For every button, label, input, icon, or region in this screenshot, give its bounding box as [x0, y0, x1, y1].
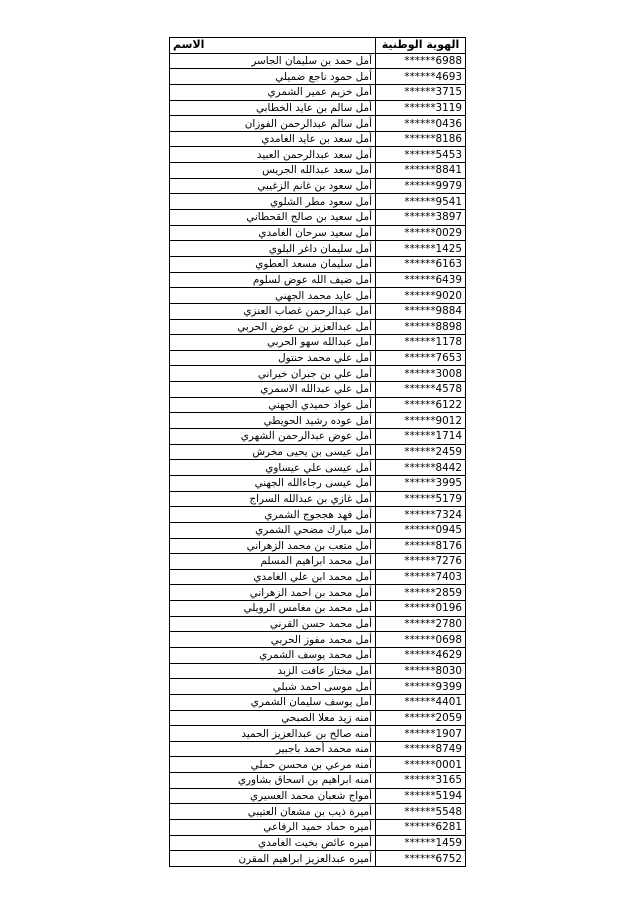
table-row — [170, 210, 466, 226]
table-row — [170, 757, 466, 773]
table-row — [170, 350, 466, 366]
name-cell: أمل سعود بن غانم الزغيبي — [170, 178, 376, 194]
table-row — [170, 569, 466, 585]
table-row — [170, 507, 466, 523]
name-cell: أمل علي محمد حنتول — [170, 350, 376, 366]
national-id-cell: ******8749 — [376, 741, 466, 757]
name-cell: أمل عبدالله سهو الحربي — [170, 335, 376, 351]
table-row — [170, 335, 466, 351]
name-cell: أمل عوده رشيد الحويطي — [170, 413, 376, 429]
national-id-cell: ******9541 — [376, 194, 466, 210]
national-id-cell: ******0196 — [376, 601, 466, 617]
national-id-cell: ******2780 — [376, 616, 466, 632]
table-row — [170, 554, 466, 570]
name-cell: أمل سعد بن عايد الغامدي — [170, 131, 376, 147]
name-cell: أمل عبدالرحمن غصاب العنزي — [170, 303, 376, 319]
national-id-cell: ******7403 — [376, 569, 466, 585]
table-row — [170, 319, 466, 335]
header-row — [170, 38, 466, 54]
table-row — [170, 726, 466, 742]
table-row — [170, 647, 466, 663]
name-cell: أمل حمود ناجع ضميلي — [170, 69, 376, 85]
name-cell: أميرة ذيب بن مشعان العتيبي — [170, 804, 376, 820]
name-cell: أمنه زيد معلا الصبحي — [170, 710, 376, 726]
table-row — [170, 303, 466, 319]
national-id-cell: ******3897 — [376, 210, 466, 226]
name-cell: أمل سعيد بن صالح القحطاني — [170, 210, 376, 226]
table-row — [170, 116, 466, 132]
table-row — [170, 788, 466, 804]
table-row — [170, 601, 466, 617]
name-cell: أمل محمد بن مغامس الرويلي — [170, 601, 376, 617]
national-id-cell: ******6122 — [376, 397, 466, 413]
name-cell: أمل محمد حسن القرني — [170, 616, 376, 632]
national-id-cell: ******1425 — [376, 241, 466, 257]
name-cell: أمل مختار عافت الزبد — [170, 663, 376, 679]
name-cell: أمل محمد يوسف الشمري — [170, 647, 376, 663]
table-row — [170, 225, 466, 241]
national-id-cell: ******2459 — [376, 444, 466, 460]
name-cell: أمل فهد هججوج الشمري — [170, 507, 376, 523]
national-id-cell: ******5548 — [376, 804, 466, 820]
name-cell: أمل موسى احمد شبلي — [170, 679, 376, 695]
table-row — [170, 475, 466, 491]
table-row — [170, 382, 466, 398]
national-id-cell: ******5179 — [376, 491, 466, 507]
table-row — [170, 491, 466, 507]
national-id-cell: ******5194 — [376, 788, 466, 804]
national-id-cell: ******0001 — [376, 757, 466, 773]
table-row — [170, 663, 466, 679]
table-row — [170, 272, 466, 288]
national-id-cell: ******1714 — [376, 429, 466, 445]
name-cell: أمل خزيم عمير الشمري — [170, 84, 376, 100]
name-cell: أمل حمد بن سليمان الجاسر — [170, 53, 376, 69]
national-id-cell: ******4401 — [376, 694, 466, 710]
table-row — [170, 256, 466, 272]
table-row — [170, 585, 466, 601]
name-cell: أمل سالم عبدالرحمن الفوزان — [170, 116, 376, 132]
name-cell: أمل سعيد سرحان الغامدي — [170, 225, 376, 241]
name-cell: أمل ضيف الله عوض لسلوم — [170, 272, 376, 288]
national-id-cell: ******2859 — [376, 585, 466, 601]
national-id-cell: ******9884 — [376, 303, 466, 319]
table-row — [170, 522, 466, 538]
name-cell: أمل مبارك مضحي الشمري — [170, 522, 376, 538]
national-id-cell: ******6163 — [376, 256, 466, 272]
name-cell: أمل محمد ابراهيم المسلم — [170, 554, 376, 570]
national-id-cell: ******8898 — [376, 319, 466, 335]
national-id-cell: ******3165 — [376, 773, 466, 789]
table-row — [170, 100, 466, 116]
name-cell: أمل سعد عبدالرحمن العبيد — [170, 147, 376, 163]
national-id-cell: ******7324 — [376, 507, 466, 523]
national-id-cell: ******9012 — [376, 413, 466, 429]
table-row — [170, 694, 466, 710]
national-id-cell: ******8841 — [376, 163, 466, 179]
name-cell: أميره حماد حميد الرفاعي — [170, 820, 376, 836]
table-row — [170, 84, 466, 100]
national-id-cell: ******8442 — [376, 460, 466, 476]
national-id-cell: ******3715 — [376, 84, 466, 100]
name-cell: أمل عيسى بن يحيى مخرش — [170, 444, 376, 460]
national-id-cell: ******6752 — [376, 851, 466, 867]
table-body — [170, 53, 466, 866]
table-row — [170, 397, 466, 413]
name-cell: أمنه صالح بن عبدالعزيز الحميد — [170, 726, 376, 742]
name-cell: أمل سعد عبدالله الجريس — [170, 163, 376, 179]
table-row — [170, 413, 466, 429]
national-id-cell: ******1178 — [376, 335, 466, 351]
name-cell: أمل سليمان داغر البلوي — [170, 241, 376, 257]
national-id-header: الهوية الوطنية — [376, 38, 466, 54]
national-id-cell: ******4629 — [376, 647, 466, 663]
table-row — [170, 835, 466, 851]
table-row — [170, 147, 466, 163]
national-id-cell: ******7276 — [376, 554, 466, 570]
table-row — [170, 163, 466, 179]
national-id-cell: ******2059 — [376, 710, 466, 726]
name-cell: أمل عواد حميدي الجهني — [170, 397, 376, 413]
name-cell: أمل سالم بن عايد الخطابي — [170, 100, 376, 116]
table-row — [170, 773, 466, 789]
name-cell: أمل سعود مطر الشلوي — [170, 194, 376, 210]
national-id-cell: ******9979 — [376, 178, 466, 194]
national-id-cell: ******4693 — [376, 69, 466, 85]
table-row — [170, 241, 466, 257]
table-row — [170, 741, 466, 757]
national-id-cell: ******6988 — [376, 53, 466, 69]
table-row — [170, 679, 466, 695]
table-row — [170, 288, 466, 304]
id-name-table — [169, 37, 466, 867]
name-cell: أميره عبدالعزيز ابراهيم المقرن — [170, 851, 376, 867]
name-header: الاسم — [170, 38, 376, 54]
national-id-cell: ******9020 — [376, 288, 466, 304]
table-row — [170, 131, 466, 147]
name-cell: أمل متعب بن محمد الزهراني — [170, 538, 376, 554]
national-id-cell: ******3995 — [376, 475, 466, 491]
table-row — [170, 194, 466, 210]
table-row — [170, 851, 466, 867]
name-cell: أميره عائض بخيت الغامدي — [170, 835, 376, 851]
table-row — [170, 460, 466, 476]
table-row — [170, 444, 466, 460]
national-id-cell: ******3119 — [376, 100, 466, 116]
name-cell: أمل عيسى رجاءالله الجهني — [170, 475, 376, 491]
name-cell: أمل يوسف سليمان الشمري — [170, 694, 376, 710]
table-row — [170, 538, 466, 554]
table-row — [170, 429, 466, 445]
name-cell: أمنه مرعي بن محسن حملي — [170, 757, 376, 773]
name-cell: أمل محمد مفوز الحربي — [170, 632, 376, 648]
name-cell: أمل علي بن جبران خيراني — [170, 366, 376, 382]
national-id-cell: ******0945 — [376, 522, 466, 538]
national-id-cell: ******0436 — [376, 116, 466, 132]
national-id-cell: ******8030 — [376, 663, 466, 679]
name-cell: أمل علي عبدالله الاسمري — [170, 382, 376, 398]
name-cell: أمل محمد ابن علي الغامدي — [170, 569, 376, 585]
table-row — [170, 616, 466, 632]
national-id-cell: ******1459 — [376, 835, 466, 851]
table-row — [170, 178, 466, 194]
national-id-cell: ******1907 — [376, 726, 466, 742]
national-id-cell: ******5453 — [376, 147, 466, 163]
name-cell: أمل عوض عبدالرحمن الشهري — [170, 429, 376, 445]
name-cell: آمنه ابراهيم بن اسحاق بشاوري — [170, 773, 376, 789]
name-cell: أمواج شعبان محمد العسيري — [170, 788, 376, 804]
national-id-cell: ******6281 — [376, 820, 466, 836]
national-id-cell: ******7653 — [376, 350, 466, 366]
name-cell: أمل عبدالعزيز بن عوض الحربي — [170, 319, 376, 335]
table-row — [170, 804, 466, 820]
name-cell: أمل سليمان مسعد العطوي — [170, 256, 376, 272]
national-id-cell: ******9399 — [376, 679, 466, 695]
name-cell: أمل عيسى علي عيساوي — [170, 460, 376, 476]
name-cell: أمل غازي بن عبدالله السراج — [170, 491, 376, 507]
name-cell: أمل عايد محمد الجهني — [170, 288, 376, 304]
national-id-cell: ******0698 — [376, 632, 466, 648]
national-id-cell: ******4578 — [376, 382, 466, 398]
table-row — [170, 710, 466, 726]
table-row — [170, 820, 466, 836]
national-id-cell: ******3008 — [376, 366, 466, 382]
table-row — [170, 69, 466, 85]
national-id-cell: ******8186 — [376, 131, 466, 147]
name-cell: أمنه محمد أحمد باجبير — [170, 741, 376, 757]
table-row — [170, 53, 466, 69]
table-row — [170, 632, 466, 648]
national-id-cell: ******6439 — [376, 272, 466, 288]
table-row — [170, 366, 466, 382]
name-cell: أمل محمد بن احمد الزهراني — [170, 585, 376, 601]
national-id-cell: ******0029 — [376, 225, 466, 241]
national-id-cell: ******8176 — [376, 538, 466, 554]
